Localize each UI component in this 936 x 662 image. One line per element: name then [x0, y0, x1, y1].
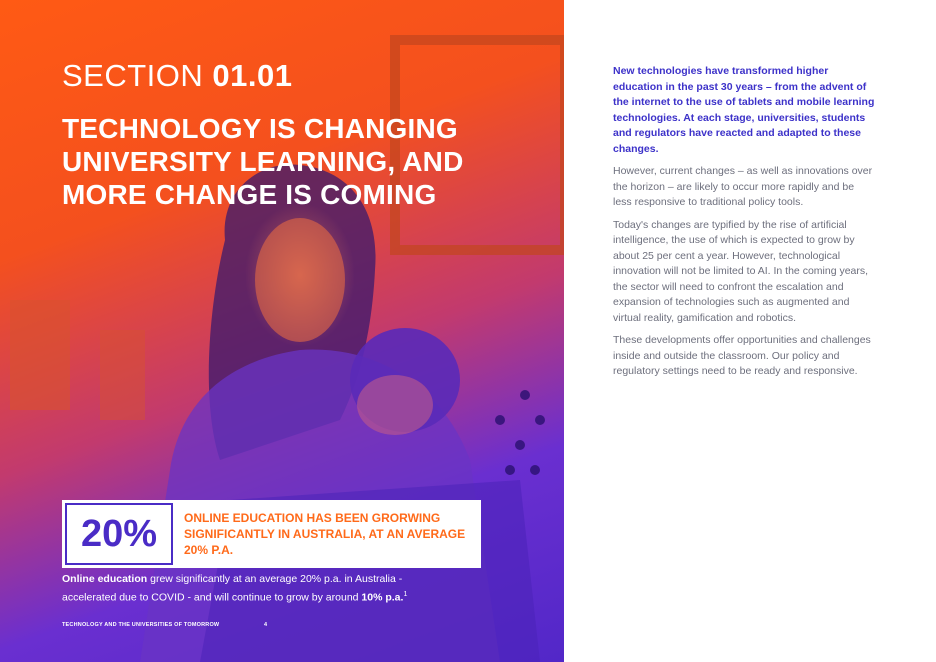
body-column: [613, 64, 875, 387]
footnote-marker: 1: [403, 591, 408, 598]
body-paragraph-3: These developments offer opportunities and challenges inside and outside the classroom. Our policy and regulatory settings need to be ready and responsive.: [613, 334, 871, 377]
footer-title: TECHNOLOGY AND THE UNIVERSITIES OF TOMORROW: [62, 622, 220, 628]
section-prefix: SECTION: [62, 58, 204, 93]
stat-value: 20%: [65, 503, 173, 565]
stat-statement: ONLINE EDUCATION HAS BEEN GRORWING SIGNIFICANTLY IN AUSTRALIA, AT AN AVERAGE 20% P.A.: [184, 511, 466, 557]
stat-caption-bold-rate: 10% p.a.: [361, 591, 404, 604]
body-paragraph-1: However, current changes – as well as innovations over the horizon – are likely to occur more rapidly and be less responsive to traditional policy tools.: [613, 165, 873, 208]
section-number: 01.01: [212, 58, 293, 93]
page-number: 4: [264, 622, 268, 628]
stat-caption-bold-lead: Online education: [62, 573, 148, 585]
stat-caption-text: grew significantly at an average 20% p.a. in Australia - accelerated due to COVID - and will continue to grow by around: [62, 573, 403, 604]
lead-paragraph: New technologies have transformed higher education in the past 30 years – from the advent of the internet to the use of tablets and mobile learning technologies. At each stage, universities, students and regulators have reacted and adapted to these changes.: [613, 65, 875, 155]
section-label: [62, 58, 293, 94]
body-paragraph-2: Today's changes are typified by the rise of artificial intelligence, the use of which is expected to grow by about 25 per cent a year. However, technological innovation will not be limited to AI. In the coming years, the sector will need to confront the escalation and expansion of technologies such as augmented and virtual reality, gamification and robotics.: [613, 218, 869, 324]
page-footer: [62, 622, 268, 628]
stat-caption: [62, 572, 432, 606]
page-headline: TECHNOLOGY IS CHANGING UNIVERSITY LEARNING, AND MORE CHANGE IS COMING: [62, 113, 464, 210]
stat-callout: [62, 500, 481, 568]
